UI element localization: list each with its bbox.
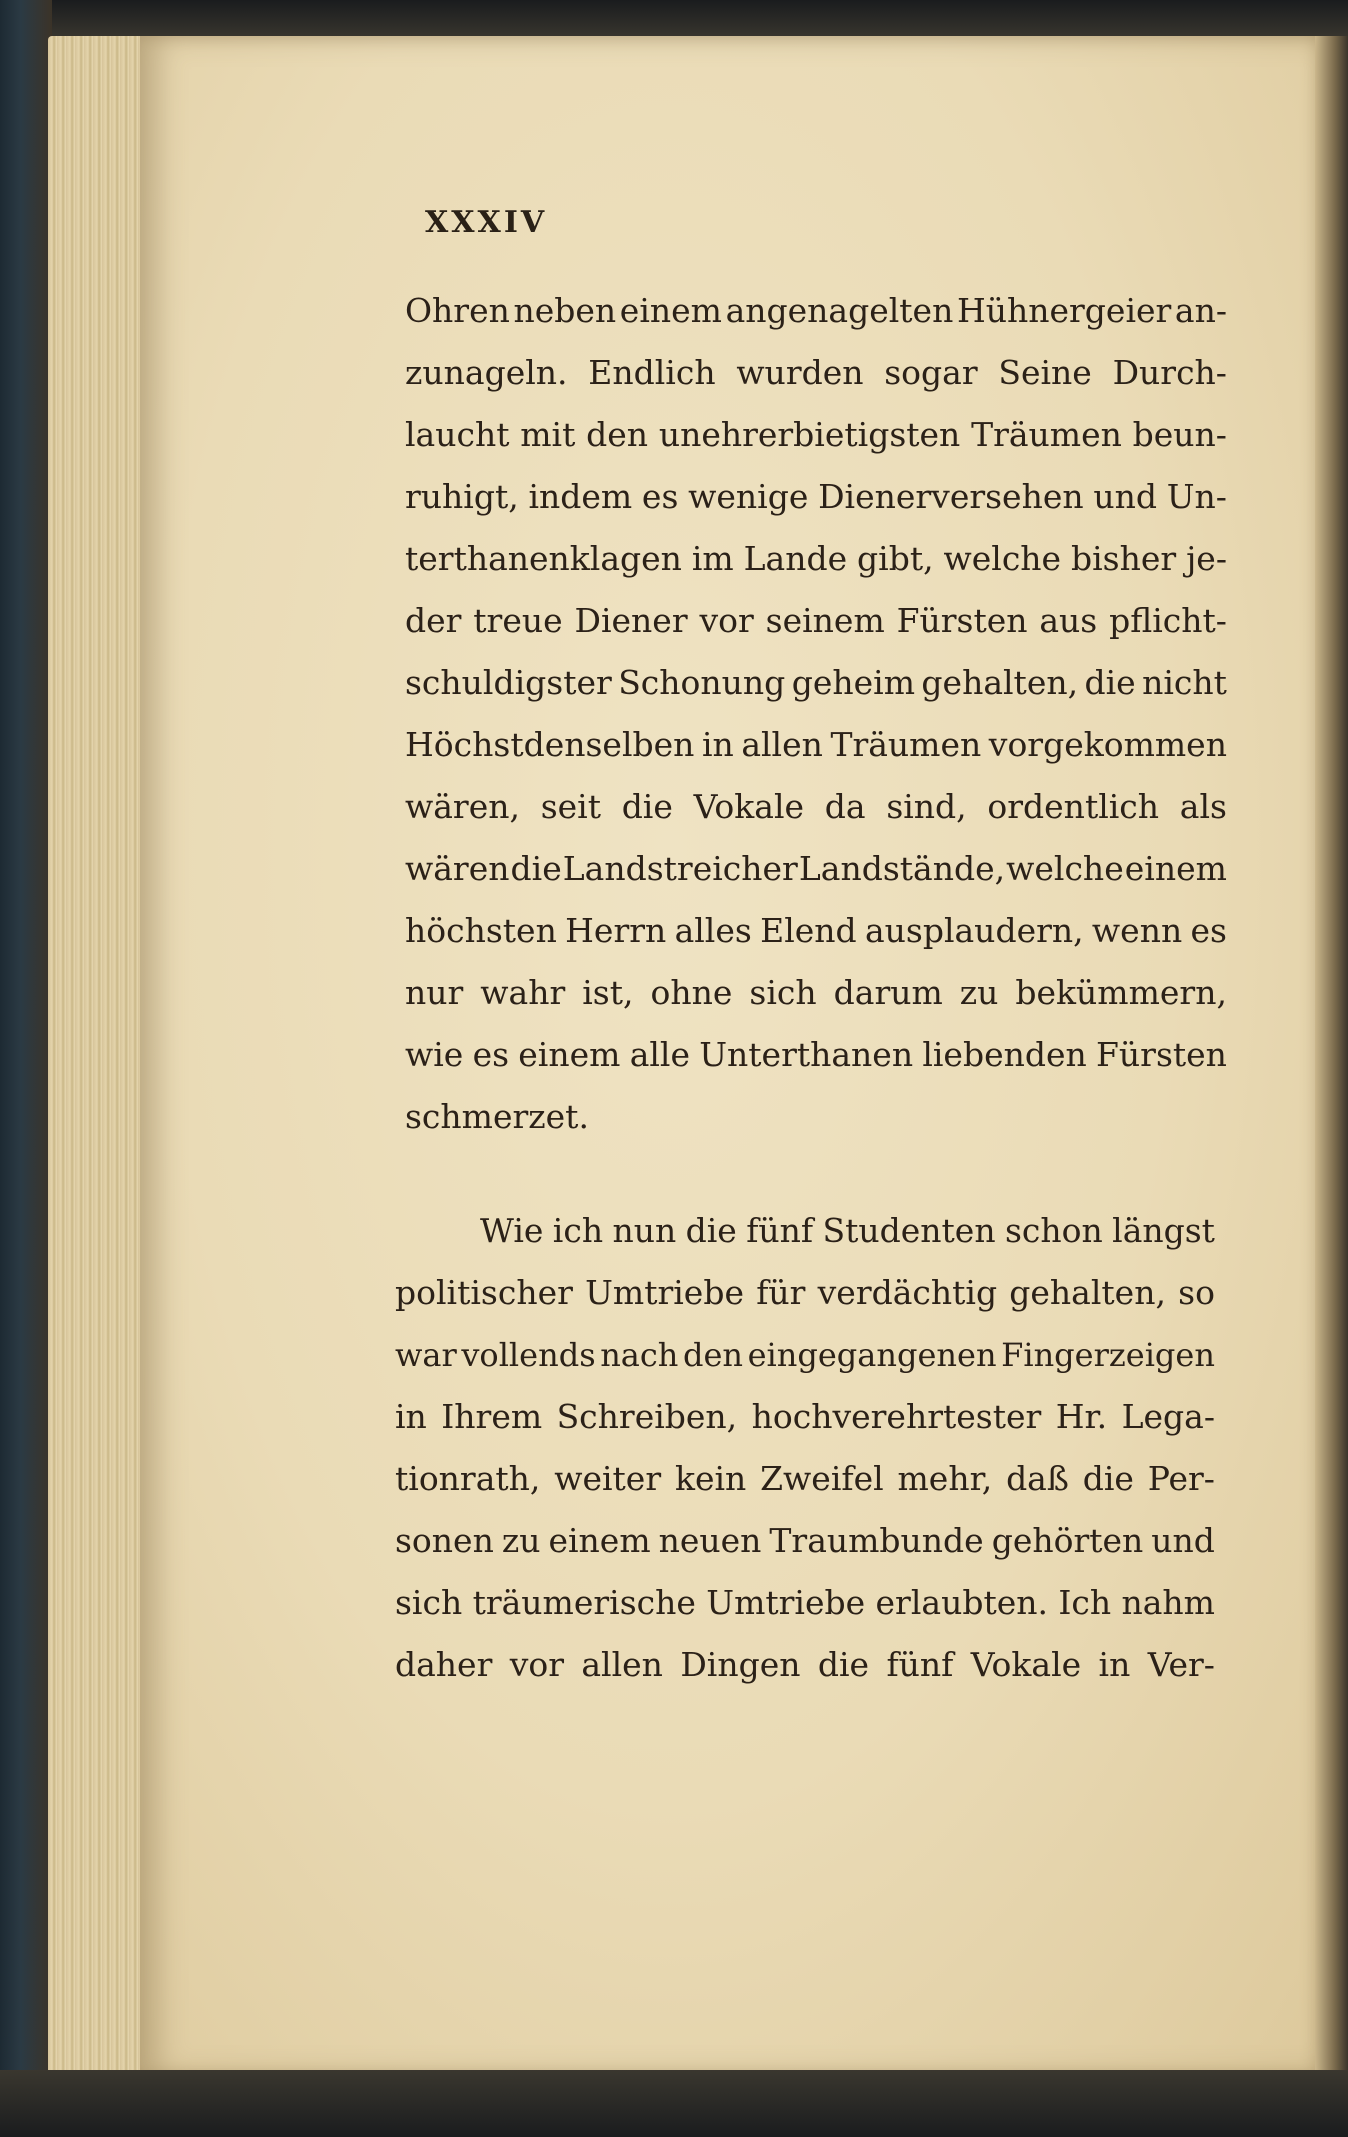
text-line: der treue Diener vor seinem Fürsten aus pflicht- [405,601,1227,640]
page-gutter-shadow [1315,36,1348,2076]
text-line: zunageln. Endlich wurden sogar Seine Durch- [405,353,1227,392]
text-line: sonen zu einem neuen Traumbunde gehörten und [395,1521,1215,1560]
text-line: tionrath, weiter kein Zweifel mehr, daß die Per- [395,1459,1215,1498]
page-number-header: XXXIV [425,205,548,240]
text-line: in Ihrem Schreiben, hochverehrtester Hr. Lega- [395,1397,1215,1436]
text-line: wären, seit die Vokale da sind, ordentlich als [405,787,1227,826]
text-line: terthanenklagen im Lande gibt, welche bisher je- [405,539,1227,578]
text-line: schuldigster Schonung geheim gehalten, die nicht [405,663,1227,702]
text-line: schmerzet. [405,1097,589,1136]
text-line: nur wahr ist, ohne sich darum zu bekümmern, [405,973,1227,1012]
text-line: politischer Umtriebe für verdächtig gehalten, so [395,1273,1215,1312]
text-line: höchsten Herrn alles Elend ausplaudern, wenn es [405,911,1227,950]
book-binding-left [0,0,52,2137]
paragraph-2 [395,1200,1215,1696]
text-line: Wie ich nun die fünf Studenten schon längst [480,1211,1215,1250]
book-binding-top [0,0,1348,40]
text-line: Ohren neben einem angenagelten Hühnergeier an- [405,291,1227,330]
text-line: ruhigt, indem es wenige Dienerversehen und Un- [405,477,1227,516]
text-line: wie es einem alle Unterthanen liebenden Fürsten [405,1035,1227,1074]
text-line: war vollends nach den eingegangenen Fingerzeigen [395,1336,1215,1374]
text-line: sich träumerische Umtriebe erlaubten. Ich nahm [395,1583,1215,1622]
paragraph-1 [405,280,1227,1148]
text-line: wären die Landstreicher Landstände, welche einem [405,849,1227,888]
text-line: Höchstdenselben in allen Träumen vorgekommen [405,725,1227,764]
text-line: daher vor allen Dingen die fünf Vokale in Ver- [395,1645,1215,1684]
book-binding-bottom [0,2070,1348,2137]
text-line: laucht mit den unehrerbietigsten Träumen beun- [405,415,1227,454]
